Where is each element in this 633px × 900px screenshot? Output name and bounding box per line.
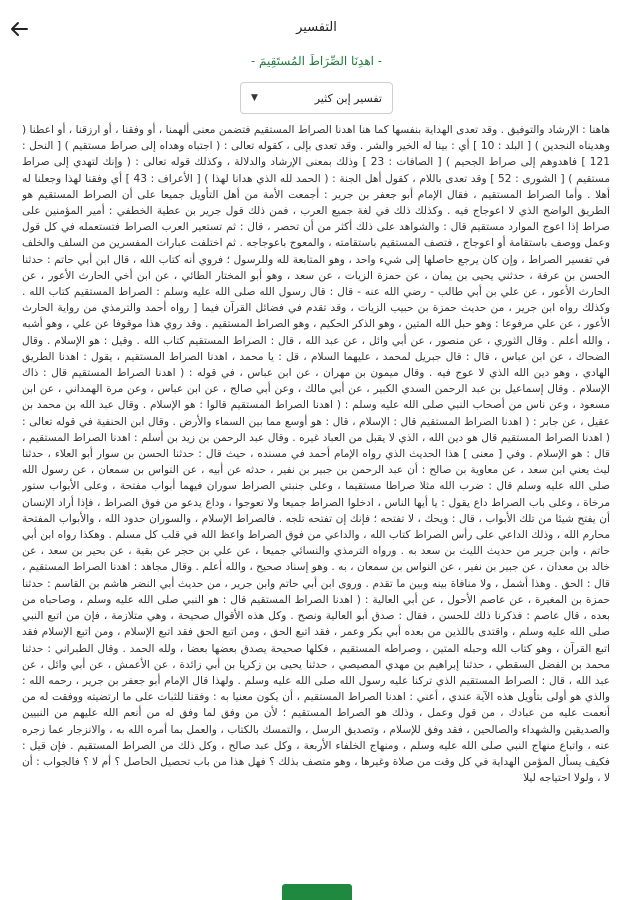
ayah-text: - اهدِنَا الصِّرَاطَ المُستَقِيمَ - (251, 54, 382, 68)
tafsir-select-value: تفسير إبن كثير (314, 91, 382, 105)
tafsir-content: هاهنا : الإرشاد والتوفيق . وقد تعدى الهداية بنفسها كما هنا اهدنا الصراط المستقيم فتضمن معنى ألهمنا ، أو وفقنا ، أو ارزقنا ، أو اعطنا ( وهديناه النجدين ) [ البلد : 10 ] أي : بينا له الخير والشر . وقد تعدى بإلى ، كقوله تعالى : ( اجتباه وهداه إلى صراط مستقيم ) [ النحل : 121 ] فاهدوهم إلى صراط الجحيم ) [ الصافات : 23 ] وذلك بمعنى الإرشاد والدلالة ، وكذلك قوله تعالى : ( وإنك لتهدي إلى صراط مستقيم ) [ الشورى : 52 ] وقد تعدى باللام ، كقول أهل الجنة : ( الحمد لله الذي هدانا لهذا ) [ الأعراف : 43 ] أي وفقنا لهذا وجعلنا له أهلا . وأما الصراط المستقيم ، فقال الإمام أبو جعفر بن جرير : أجمعت الأمة من أهل التأويل جميعا على أن الصراط المستقيم هو الطريق الواضح الذي لا اعوجاج فيه . وكذلك ذلك في لغة جميع العرب ، فمن ذلك قول جرير بن عطية الخطفي : أمير المؤمنين على صراط إذا اعوج الموارد مستقيم قال : والشواهد على ذلك أكثر من أن تحصر ، قال : ثم تستعير العرب الصراط فتستعمله في كل قول وعمل ووصف باستقامة أو اعوجاج ، فتصف المستقيم باستقامته ، والمعوج باعوجاجه . ثم اختلفت عبارات المفسرين من السلف والخلف في تفسير الصراط ، وإن كان يرجع حاصلها إلى شيء واحد ، وهو المتابعة لله وللرسول ؛ فروي أنه كتاب الله ، قال ابن أبي حاتم : حدثنا الحسن بن عرفة ، حدثني يحيى بن يمان ، عن حمزة الزيات ، عن سعد ، وهو أبو المختار الطائي ، عن ابن أخي الحارث الأعور ، عن الحارث الأعور ، عن علي بن أبي طالب - رضي الله عنه - قال : قال رسول الله صلى الله عليه وسلم : الصراط المستقيم كتاب الله . وكذلك رواه ابن جرير ، من حديث حمزة بن حبيب الزيات ، وقد تقدم في فضائل القرآن فيما [ رواه أحمد والترمذي من رواية الحارث الأعور ، عن علي مرفوعا : وهو حبل الله المتين ، وهو الذكر الحكيم ، وهو الصراط المستقيم . وقد روي هذا موقوفا عن علي ، وهو أشبه ، والله أعلم . وقال الثوري ، عن منصور ، عن أبي وائل ، عن عبد الله ، قال : الصراط المستقيم كتاب الله . وقيل : هو الإسلام . وقال الضحاك ، عن ابن عباس ، قال : قال جبريل لمحمد ، عليهما السلام ، قل : يا محمد ، اهدنا الصراط المستقيم ، يقول : اهدنا الطريق الهادي ، وهو دين الله الذي لا عوج فيه . وقال ميمون بن مهران ، عن ابن عباس ، في قوله : ( اهدنا الصراط المستقيم قال : ذاك الإسلام . وقال إسماعيل بن عبد الرحمن السدي الكبير ، عن أبي مالك ، وعن أبي صالح ، عن ابن عباس ، وعن مرة الهمداني ، عن ابن مسعود ، وعن ناس من أصحاب النبي صلى الله عليه وسلم : ( اهدنا الصراط المستقيم قالوا : هو الإسلام . وقال عبد الله بن محمد بن عقيل ، عن جابر : ( اهدنا الصراط المستقيم قال : الإسلام ، قال : هو أوسع مما بين السماء والأرض . وقال ابن الحنفية في قوله تعالى : ( اهدنا الصراط المستقيم قال هو دين الله ، الذي لا يقبل من العباد غيره . وقال عبد الرحمن بن زيد بن أسلم : اهدنا الصراط المستقيم ، قال : هو الإسلام . وفي [ معنى ] هذا الحديث الذي رواه الإمام أحمد في مسنده ، حيث قال : حدثنا الحسن بن سوار أبو العلاء ، حدثنا ليث يعني ابن سعد ، عن معاوية بن صالح : أن عبد الرحمن بن جبير بن نفير ، حدثه عن أبيه ، عن النواس بن سمعان ، عن رسول الله صلى الله عليه وسلم قال : ضرب الله مثلا صراطا مستقيما ، وعلى جنبتي الصراط سوران فيهما أبواب مفتحة ، وعلى الأبواب ستور مرخاة ، وعلى باب الصراط داع يقول : يا أيها الناس ، ادخلوا الصراط جميعا ولا تعوجوا ، وداع يدعو من فوق الصراط ، فإذا أراد الإنسان أن يفتح شيئا من تلك الأبواب ، قال : ويحك ، لا تفتحه ؛ فإنك إن تفتحه تلجه . فالصراط الإسلام ، والسوران حدود الله ، والأبواب المفتحة محارم الله ، وذلك الداعي على رأس الصراط كتاب الله ، والداعي من فوق الصراط واعظ الله في قلب كل مسلم . وهكذا رواه ابن أبي حاتم ، وابن جرير من حديث الليث بن سعد به . ورواه الترمذي والنسائي جميعا ، عن علي بن حجر عن بقية ، عن بحير بن سعد ، عن خالد بن معدان ، عن جبير بن نفير ، عن النواس بن سمعان ، به . وهو إسناد صحيح ، والله أعلم . وقال مجاهد : اهدنا الصراط المستقيم ، قال : الحق . وهذا أشمل ، ولا منافاة بينه وبين ما تقدم . وروى ابن أبي حاتم وابن جرير ، من حديث أبي النضر هاشم بن القاسم : حدثنا حمزة بن المغيرة ، عن عاصم الأحول ، عن أبي العالية : ( اهدنا الصراط المستقيم قال : هو النبي صلى الله عليه وسلم ، وصاحباه من بعده ، قال عاصم : فذكرنا ذلك للحسن ، فقال : صدق أبو العالية ونصح . وكل هذه الأقوال صحيحة ، وهي متلازمة ، فإن من اتبع النبي صلى الله عليه وسلم ، واقتدى باللذين من بعده أبي بكر وعمر ، فقد اتبع الحق ، ومن اتبع الحق فقد اتبع الإسلام ، ومن اتبع الإسلام فقد اتبع القرآن ، وهو كتاب الله وحبله المتين ، وصراطه المستقيم ، فكلها صحيحة يصدق بعضها بعضا ، ولله الحمد . وقال الطبراني : حدثنا محمد بن الفضل السقطي ، حدثنا إبراهيم بن مهدي المصيصي ، حدثنا يحيى بن زكريا بن أبي زائدة ، عن الأعمش ، عن أبي وائل ، عن عبد الله ، قال : الصراط المستقيم الذي تركنا عليه رسول الله صلى الله عليه وسلم . ولهذا قال الإمام أبو جعفر بن جرير ، رحمه الله : والذي هو أولى بتأويل هذه الآية عندي ، أعني : اهدنا الصراط المستقيم ، أن يكون معنيا به : وفقنا للثبات على ما ارتضيته ووفقت له من أنعمت عليه من عبادك ، من قول وعمل ، وذلك هو الصراط المستقيم ؛ لأن من وفق لما وفق له من أنعم الله عليهم من النبيين والصديقين والشهداء والصالحين ، فقد وفق للإسلام ، وتصديق الرسل ، والتمسك بالكتاب ، والعمل بما أمره الله به ، والانزجار عما زجره عنه ، واتباع منهاج النبي صلى الله عليه وسلم ، ومنهاج الخلفاء الأربعة ، وكل عبد صالح ، وكل ذلك من الصراط المستقيم . فإن قيل : فكيف يسأل المؤمن الهداية في كل وقت من صلاة وغيرها ، وهو متصف بذلك ؟ فهل هذا من باب تحصيل الحاصل ؟ أم لا ؟ فالجواب : أن لا ، ولولا احتياجه ليلا (22, 124, 610, 785)
bottom-action-tab[interactable] (282, 884, 352, 900)
page-title: التفسير (296, 20, 337, 35)
tafsir-select[interactable] (240, 82, 393, 114)
chevron-down-icon: ▼ (251, 93, 258, 103)
app-bar (0, 0, 633, 56)
